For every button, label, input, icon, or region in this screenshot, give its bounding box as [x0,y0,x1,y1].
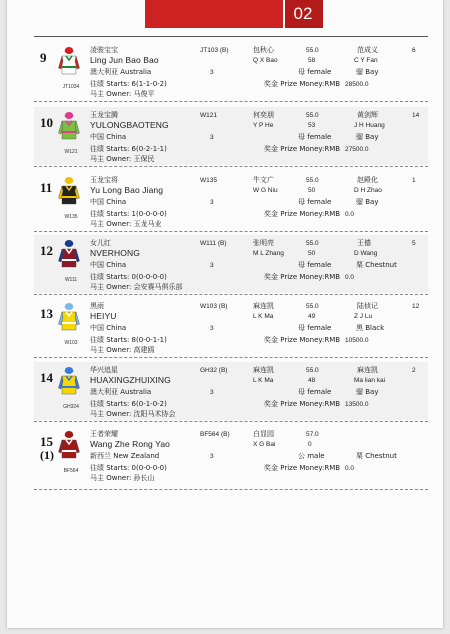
trainer-en: Y P He [253,122,274,129]
horse-number: 14 [40,370,53,385]
draw: 3 [210,134,214,141]
horse-number: 12 [40,243,53,258]
registration-code: W103 (B) [200,303,228,310]
page-tab-separator [283,0,285,28]
row-divider [34,357,428,358]
draw: 3 [210,453,214,460]
horse-number: 9 [40,50,47,65]
horse-origin: 澳大利亚 Australia [90,68,152,76]
page-number: 02 [283,0,323,28]
horse-starts: 往绩 Starts: 8(0-0-1-1) [90,336,167,344]
entry-row [34,362,428,420]
horse-name-zh: 玉龙宝腾 [90,111,118,119]
jockey-zh: 麻连凯 [357,366,378,374]
trainer-en: X G Bai [253,441,276,448]
horse-owner: 马主 Owner: 会安赛马俱乐部 [90,283,183,291]
trainer-en: L K Ma [253,313,274,320]
horse-sex: 母 female [298,198,332,206]
trainer-en: W G Niu [253,187,278,194]
horse-name-en: HUAXINGZHUIXING [90,375,171,385]
horse-number: 15 [40,434,53,449]
horse-name-en: HEIYU [90,311,117,321]
horse-code: W135 [64,214,78,220]
registration-code: W121 [200,112,217,119]
last-finish: 6 [412,47,416,54]
jockey-silks-icon [58,366,80,398]
horse-code: BF564 [63,468,79,474]
row-divider [34,294,428,295]
row-divider [34,489,428,490]
jockey-silks-icon [58,302,80,334]
prize-label: 奖金 Prize Money:RMB [264,400,341,408]
horse-starts: 往绩 Starts: 1(0-0-0-0) [90,210,167,218]
horse-code: GH324 [63,404,79,410]
trainer-en: L K Ma [253,377,274,384]
horse-sex: 母 female [298,133,332,141]
horse-number: 11 [40,180,53,195]
weight-rating: 49 [308,313,316,320]
horse-starts: 往绩 Starts: 6(0-1-0-2) [90,400,167,408]
horse-code: W111 [64,277,78,283]
row-divider [34,101,428,102]
trainer-en: Q X Bao [253,57,278,64]
entry-row [34,42,428,100]
entry-row [34,172,428,230]
horse-name-en: NVERHONG [90,248,140,258]
draw: 3 [210,325,214,332]
trainer-zh: 张明亮 [253,239,274,247]
horse-number: 13 [40,306,53,321]
horse-starts: 往绩 Starts: 6(0-2-1-1) [90,145,167,153]
trainer-zh: 麻连凯 [253,366,274,374]
horse-owner: 马主 Owner: 孙长山 [90,474,155,482]
horse-owner: 马主 Owner: 王保民 [90,155,155,163]
last-finish: 14 [412,112,420,119]
last-finish: 5 [412,240,416,247]
registration-code: W111 (B) [200,240,227,247]
registration-code: JT103 (B) [200,47,229,54]
entry-row [34,235,428,293]
horse-code: W121 [64,149,78,155]
horse-name-zh: 玉龙宝将 [90,176,118,184]
horse-owner: 马主 Owner: 高建鸥 [90,346,155,354]
prize-value: 0.0 [345,465,355,472]
prize-label: 奖金 Prize Money:RMB [264,210,341,218]
horse-code: JT1034 [62,84,80,90]
jockey-en: D H Zhao [354,187,382,194]
weight-carried: 55.0 [306,303,319,310]
horse-sex: 母 female [298,324,332,332]
draw: 3 [210,69,214,76]
horse-color: 骝 Bay [356,198,379,206]
horse-origin: 中国 China [90,133,127,141]
horse-name-zh: 凌骏宝宝 [90,46,118,54]
horse-owner: 马主 Owner: 玉龙马业 [90,220,162,228]
prize-value: 28500.0 [345,81,369,88]
weight-rating: 48 [308,377,316,384]
horse-number: 10 [40,115,53,130]
horse-starts: 往绩 Starts: 6(1-1-0-2) [90,80,167,88]
horse-name-zh: 华兴追星 [90,366,118,374]
prize-label: 奖金 Prize Money:RMB [264,80,341,88]
last-finish: 2 [412,367,416,374]
horse-owner: 马主 Owner: 沈阳马术协会 [90,410,176,418]
horse-name-en: Ling Jun Bao Bao [90,55,159,65]
horse-name-zh: 女儿红 [90,239,111,247]
trainer-en: M L Zhang [253,250,284,257]
registration-code: W135 [200,177,217,184]
prize-value: 10500.0 [345,337,369,344]
prize-label: 奖金 Prize Money:RMB [264,336,341,344]
horse-origin: 新西兰 New Zealand [90,452,160,460]
jockey-zh: 王德 [357,239,371,247]
prize-value: 0.0 [345,274,355,281]
draw: 3 [210,389,214,396]
weight-rating: 58 [308,57,316,64]
trainer-zh: 白显园 [253,430,274,438]
prize-label: 奖金 Prize Money:RMB [264,273,341,281]
weight-carried: 55.0 [306,177,319,184]
draw: 3 [210,199,214,206]
weight-carried: 55.0 [306,47,319,54]
last-finish: 12 [412,303,420,310]
jockey-zh: 赵殿化 [357,176,378,184]
horse-sex: 母 female [298,388,332,396]
row-divider [34,421,428,422]
jockey-silks-icon [58,176,80,208]
horse-origin: 中国 China [90,324,127,332]
registration-code: GH32 (B) [200,367,228,374]
horse-starts: 往绩 Starts: 0(0-0-0-0) [90,464,167,472]
horse-sex: 母 female [298,68,332,76]
prize-value: 0.0 [345,211,355,218]
horse-color: 骝 Bay [356,68,379,76]
entry-row [34,298,428,356]
jockey-silks-icon [58,111,80,143]
horse-name-zh: 王者荣耀 [90,430,118,438]
horse-color: 黑 Black [356,324,385,332]
jockey-en: Ma lian kai [354,377,386,384]
jockey-en: D Wang [354,250,378,257]
prize-label: 奖金 Prize Money:RMB [264,145,341,153]
trainer-zh: 包秋心 [253,46,274,54]
jockey-zh: 范成义 [357,46,378,54]
jockey-en: J H Huang [354,122,385,129]
horse-sex: 公 male [298,452,325,460]
horse-code: W103 [64,340,78,346]
horse-name-zh: 黑雨 [90,302,104,310]
horse-name-en: YULONGBAOTENG [90,120,169,130]
row-divider [34,231,428,232]
horse-color: 栗 Chestnut [356,261,397,269]
trainer-zh: 牛文广 [253,176,274,184]
horse-color: 栗 Chestnut [356,452,397,460]
entry-row [34,426,428,488]
draw: 3 [210,262,214,269]
horse-color: 骝 Bay [356,133,379,141]
jockey-zh: 陆侦记 [357,302,378,310]
horse-origin: 中国 China [90,198,127,206]
entry-row [34,107,428,165]
jockey-en: C Y Fan [354,57,378,64]
horse-name-en: Wang Zhe Rong Yao [90,439,170,449]
registration-code: BF564 (B) [200,431,230,438]
last-finish: 1 [412,177,416,184]
weight-rating: 50 [308,187,316,194]
jockey-silks-icon [58,46,80,78]
prize-value: 13500.0 [345,401,369,408]
jockey-silks-icon [58,430,80,462]
horse-origin: 中国 China [90,261,127,269]
horse-color: 骝 Bay [356,388,379,396]
weight-carried: 55.0 [306,240,319,247]
header-rule [34,36,428,37]
horse-starts: 往绩 Starts: 0(0-0-0-0) [90,273,167,281]
weight-rating: 50 [308,250,316,257]
horse-owner: 马主 Owner: 马俊平 [90,90,155,98]
jockey-en: Z J Lu [354,313,373,320]
trainer-zh: 麻连凯 [253,302,274,310]
horse-origin: 澳大利亚 Australia [90,388,152,396]
weight-carried: 55.0 [306,367,319,374]
jockey-silks-icon [58,239,80,271]
weight-rating: 53 [308,122,316,129]
weight-rating: 0 [308,441,312,448]
weight-carried: 55.0 [306,112,319,119]
prize-label: 奖金 Prize Money:RMB [264,464,341,472]
row-divider [34,166,428,167]
horse-name-en: Yu Long Bao Jiang [90,185,164,195]
horse-sex: 母 female [298,261,332,269]
jockey-zh: 黄剑辉 [357,111,378,119]
program-page [7,0,443,628]
horse-number-sub: (1) [40,448,54,462]
weight-carried: 57.0 [306,431,319,438]
prize-value: 27500.0 [345,146,369,153]
trainer-zh: 何奕朋 [253,111,274,119]
